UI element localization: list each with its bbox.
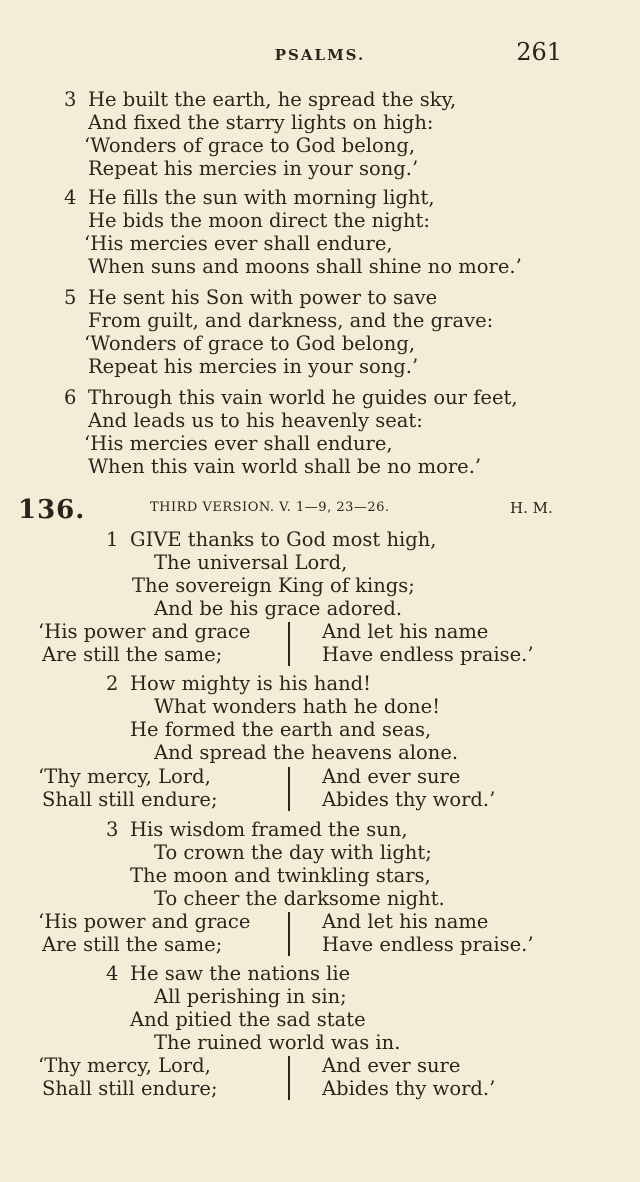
refrain-left: Shall still endure; [42,788,218,811]
verse-line: Repeat his mercies in your song.’ [88,355,419,378]
verse-number: 1 [106,528,119,551]
verse-line: ‘Wonders of grace to God belong, [84,332,416,355]
verse-line: And be his grace adored. [154,597,403,620]
verse-line: ‘His mercies ever shall endure, [84,232,393,255]
page-number: 261 [516,38,562,66]
refrain-left: Shall still endure; [42,1077,218,1100]
refrain-right: Have endless praise.’ [322,933,534,956]
hymn-title: THIRD VERSION. V. 1—9, 23—26. [150,500,390,515]
refrain-left: ‘Thy mercy, Lord, [38,1054,211,1077]
refrain-right: Abides thy word.’ [322,788,496,811]
refrain-divider [288,622,290,666]
refrain-left: ‘His power and grace [38,620,251,643]
verse-line: To cheer the darksome night. [154,887,445,910]
refrain-right: And let his name [322,620,489,643]
verse-line: His wisdom framed the sun, [130,818,408,841]
refrain-right: And ever sure [322,1054,461,1077]
refrain-right: And let his name [322,910,489,933]
verse-number: 6 [64,386,77,409]
verse-line: And spread the heavens alone. [154,741,459,764]
verse-line: The sovereign King of kings; [132,574,415,597]
verse-line: He built the earth, he spread the sky, [88,88,457,111]
verse-line: The universal Lord, [154,551,348,574]
refrain-right: Abides thy word.’ [322,1077,496,1100]
verse-line: He saw the nations lie [130,962,351,985]
refrain-left: ‘Thy mercy, Lord, [38,765,211,788]
verse-number: 3 [64,88,77,111]
refrain-right: Have endless praise.’ [322,643,534,666]
verse-line: The moon and twinkling stars, [130,864,431,887]
hymn-number: 136. [18,495,86,525]
verse-number: 2 [106,672,119,695]
verse-line: Repeat his mercies in your song.’ [88,157,419,180]
verse-number: 3 [106,818,119,841]
verse-line: From guilt, and darkness, and the grave: [88,309,494,332]
refrain-divider [288,1056,290,1100]
hymn-meter: H. M. [510,499,553,517]
verse-line: Through this vain world he guides our feet, [88,386,518,409]
refrain-left: Are still the same; [42,643,223,666]
verse-line: When this vain world shall be no more.’ [88,455,482,478]
refrain-left: Are still the same; [42,933,223,956]
verse-line: ‘Wonders of grace to God belong, [84,134,416,157]
verse-line: He formed the earth and seas, [130,718,432,741]
refrain-divider [288,767,290,811]
verse-line: He sent his Son with power to save [88,286,438,309]
verse-line: When suns and moons shall shine no more.’ [88,255,522,278]
verse-line: GIVE thanks to God most high, [130,528,437,551]
refrain-divider [288,912,290,956]
refrain-left: ‘His power and grace [38,910,251,933]
verse-line: How mighty is his hand! [130,672,371,695]
verse-line: What wonders hath he done! [154,695,441,718]
verse-line: ‘His mercies ever shall endure, [84,432,393,455]
verse-line: He bids the moon direct the night: [88,209,430,232]
verse-line: He fills the sun with morning light, [88,186,435,209]
verse-line: And fixed the starry lights on high: [88,111,434,134]
verse-line: And pitied the sad state [130,1008,366,1031]
verse-number: 5 [64,286,77,309]
refrain-right: And ever sure [322,765,461,788]
verse-number: 4 [64,186,77,209]
verse-line: To crown the day with light; [154,841,432,864]
verse-line: The ruined world was in. [154,1031,401,1054]
verse-line: And leads us to his heavenly seat: [88,409,423,432]
verse-number: 4 [106,962,119,985]
verse-line: All perishing in sin; [154,985,347,1008]
running-header: PSALMS. [274,46,366,64]
